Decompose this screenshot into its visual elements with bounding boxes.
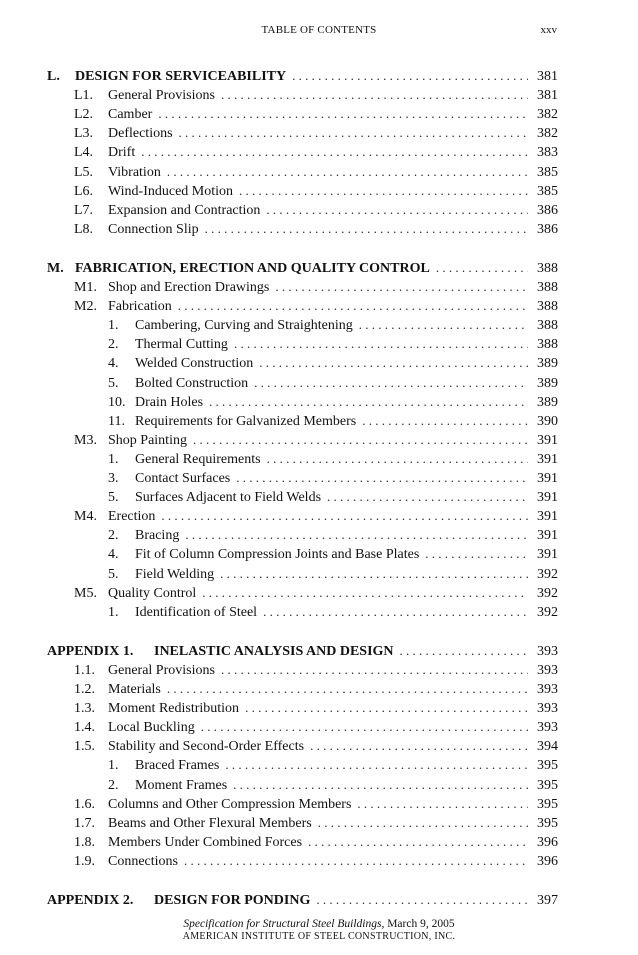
toc-subsection-entry[interactable]: [108, 564, 558, 583]
toc-dot-leader: [266, 200, 528, 219]
toc-entry-number: 1.: [108, 604, 119, 620]
toc-entry-title: Requirements for Galvanized Members: [135, 413, 357, 429]
toc-dot-leader: [202, 583, 528, 602]
toc-entry-page: 391: [537, 509, 558, 525]
toc-entry-page: 393: [537, 662, 558, 678]
toc-entry-title: Shop and Erection Drawings: [108, 280, 270, 295]
toc-entry-number: M1.: [74, 280, 97, 295]
toc-section-entry[interactable]: [74, 717, 558, 736]
toc-section-entry[interactable]: [74, 698, 558, 717]
toc-entry-page: 393: [537, 682, 558, 697]
toc-entry-number: L8.: [74, 221, 94, 237]
toc-subsection-entry[interactable]: [108, 373, 558, 392]
toc-entry-title: Wind-Induced Motion: [108, 183, 234, 199]
toc-dot-leader: [221, 660, 528, 679]
toc-entry-title: Contact Surfaces: [135, 471, 231, 486]
toc-dot-leader: [362, 411, 528, 430]
toc-entry-page: 395: [537, 815, 558, 831]
toc-entry-title: Cambering, Curving and Straightening: [135, 318, 353, 334]
toc-subsection-entry[interactable]: [108, 315, 558, 334]
toc-subsection-entry[interactable]: [108, 468, 558, 487]
toc-entry-number: L1.: [74, 88, 94, 104]
toc-entry-title: Camber: [108, 107, 153, 123]
toc-entry-number: 3.: [108, 471, 119, 486]
toc-entry-page: 388: [537, 280, 558, 295]
toc-entry-page: 388: [537, 337, 558, 353]
folio-page-number: xxv: [540, 24, 557, 36]
toc-entry-number: 1.7.: [74, 815, 95, 831]
toc-dot-leader: [205, 219, 528, 238]
toc-entry-number: 1.8.: [74, 834, 95, 850]
toc-entry-page: 382: [537, 126, 558, 142]
toc-subsection-entry[interactable]: [108, 487, 558, 506]
toc-dot-leader: [359, 315, 528, 334]
toc-entry-page: 389: [537, 375, 558, 391]
toc-entry-page: 397: [537, 893, 558, 908]
toc-section-entry[interactable]: [74, 200, 558, 219]
toc-entry-number: 5.: [108, 490, 119, 506]
toc-entry-page: 385: [537, 183, 558, 199]
toc-section-entry[interactable]: [74, 851, 558, 870]
toc-entry-number: L3.: [74, 126, 94, 142]
toc-entry-number: M2.: [74, 299, 97, 315]
toc-dot-leader: [316, 890, 528, 909]
toc-entry-number: L2.: [74, 107, 94, 123]
toc-dot-leader: [310, 736, 528, 755]
toc-section-entry[interactable]: [74, 794, 558, 813]
toc-entry-number: 1.2.: [74, 682, 95, 697]
toc-subsection-entry[interactable]: [108, 449, 558, 468]
toc-dot-leader: [275, 277, 528, 296]
toc-entry-title: General Provisions: [108, 662, 215, 678]
toc-entry-title: INELASTIC ANALYSIS AND DESIGN: [154, 643, 394, 659]
toc-entry-page: 393: [537, 643, 558, 659]
toc-entry-title: Fabrication: [108, 299, 172, 315]
toc-dot-leader: [254, 373, 528, 392]
toc-section-entry[interactable]: [74, 104, 558, 123]
toc-dot-leader: [179, 123, 528, 142]
toc-dot-leader: [184, 851, 528, 870]
toc-entry-page: 395: [537, 796, 558, 812]
toc-dot-leader: [259, 353, 528, 372]
toc-dot-leader: [233, 775, 528, 794]
footer-citation: [0, 918, 638, 930]
toc-entry-page: 392: [537, 604, 558, 620]
toc-dot-leader: [167, 162, 528, 181]
toc-dot-leader: [267, 449, 528, 468]
toc-entry-title: Braced Frames: [135, 758, 220, 774]
toc-entry-title: DESIGN FOR PONDING: [154, 893, 311, 908]
toc-entry-number: 11.: [108, 413, 125, 429]
toc-subsection-entry[interactable]: [108, 334, 558, 353]
toc-section-entry[interactable]: [74, 736, 558, 755]
toc-entry-title: General Provisions: [108, 88, 215, 104]
toc-entry-page: 388: [537, 299, 558, 315]
toc-entry-page: 396: [537, 834, 558, 850]
toc-entry-number: 1.9.: [74, 853, 95, 869]
toc-entry-number: 1.: [108, 318, 119, 334]
toc-entry-number: L5.: [74, 164, 94, 180]
toc-section-entry[interactable]: [74, 506, 558, 525]
toc-subsection-entry[interactable]: [108, 411, 558, 430]
toc-entry-page: 395: [537, 758, 558, 774]
toc-entry-number: 1.: [108, 758, 119, 774]
toc-entry-number: L4.: [74, 145, 94, 161]
toc-entry-page: 393: [537, 720, 558, 736]
toc-entry-number: APPENDIX 1.: [47, 643, 134, 659]
running-head-title: TABLE OF CONTENTS: [261, 24, 377, 36]
toc-entry-page: 386: [537, 221, 558, 237]
toc-entry-number: 1.1.: [74, 662, 95, 678]
toc-entry-number: 2.: [108, 337, 119, 353]
page-footer: [0, 918, 638, 942]
toc-entry-title: FABRICATION, ERECTION AND QUALITY CONTROL: [75, 260, 430, 276]
toc-entry-page: 391: [537, 528, 558, 544]
toc-section-entry[interactable]: [74, 219, 558, 238]
toc-dot-leader: [308, 832, 528, 851]
footer-spec-title: Specification for Structural Steel Buildings,: [183, 918, 385, 930]
toc-dot-leader: [161, 506, 528, 525]
toc-dot-leader: [201, 717, 528, 736]
toc-entry-page: 391: [537, 490, 558, 506]
toc-entry-page: 389: [537, 356, 558, 372]
toc-subsection-entry[interactable]: [108, 525, 558, 544]
toc-major-entry[interactable]: [47, 258, 558, 277]
toc-dot-leader: [327, 487, 528, 506]
toc-subsection-entry[interactable]: [108, 392, 558, 411]
toc-entry-title: Expansion and Contraction: [108, 202, 261, 218]
toc-subsection-entry[interactable]: [108, 353, 558, 372]
toc-entry-title: Quality Control: [108, 585, 197, 601]
toc-entry-page: 381: [537, 88, 558, 104]
toc-dot-leader: [292, 66, 528, 85]
toc-entry-title: Connections: [108, 853, 178, 869]
toc-entry-title: DESIGN FOR SERVICEABILITY: [75, 69, 287, 84]
toc-dot-leader: [220, 564, 528, 583]
toc-entry-number: 2.: [108, 528, 119, 544]
toc-entry-number: 4.: [108, 356, 119, 372]
toc-section-entry[interactable]: [74, 142, 558, 161]
toc-section-entry[interactable]: [74, 85, 558, 104]
toc-entry-title: Thermal Cutting: [135, 337, 228, 353]
toc-entry-page: 386: [537, 202, 558, 218]
toc-entry-page: 388: [537, 318, 558, 334]
footer-date: March 9, 2005: [387, 918, 455, 930]
toc-entry-title: Welded Construction: [135, 356, 254, 372]
toc-entry-title: Local Buckling: [108, 720, 195, 736]
toc-entry-page: 382: [537, 107, 558, 123]
toc-dot-leader: [221, 85, 528, 104]
toc-entry-number: 2.: [108, 777, 119, 793]
toc-entry-number: L.: [47, 69, 60, 84]
toc-subsection-entry[interactable]: [108, 602, 558, 621]
toc-dot-leader: [436, 258, 528, 277]
toc-section-entry[interactable]: [74, 277, 558, 296]
toc-subsection-entry[interactable]: [108, 755, 558, 774]
toc-dot-leader: [239, 181, 528, 200]
toc-entry-number: L6.: [74, 183, 94, 199]
toc-entry-number: 1.3.: [74, 701, 95, 717]
toc-entry-title: Members Under Combined Forces: [108, 834, 303, 850]
running-header: [0, 24, 638, 40]
toc-entry-title: Fit of Column Compression Joints and Base Plates: [135, 547, 420, 563]
toc-section-entry[interactable]: [74, 813, 558, 832]
toc-entry-number: M5.: [74, 585, 97, 601]
toc-entry-page: 385: [537, 164, 558, 180]
toc-entry-title: Field Welding: [135, 566, 215, 582]
toc-entry-title: Identification of Steel: [135, 604, 258, 620]
toc-dot-leader: [236, 468, 528, 487]
toc-dot-leader: [357, 794, 528, 813]
toc-entry-title: Bolted Construction: [135, 375, 249, 391]
toc-entry-title: Materials: [108, 682, 161, 697]
toc-entry-number: M3.: [74, 432, 97, 448]
toc-dot-leader: [234, 334, 528, 353]
toc-section-entry[interactable]: [74, 162, 558, 181]
toc-entry-number: 5.: [108, 566, 119, 582]
toc-section-entry[interactable]: [74, 660, 558, 679]
toc-entry-page: 395: [537, 777, 558, 793]
toc-dot-leader: [167, 679, 528, 698]
toc-entry-number: L7.: [74, 202, 94, 218]
toc-subsection-entry[interactable]: [108, 775, 558, 794]
toc-section-entry[interactable]: [74, 679, 558, 698]
toc-entry-number: M.: [47, 260, 64, 276]
toc-section-entry[interactable]: [74, 296, 558, 315]
toc-entry-number: 5.: [108, 375, 119, 391]
toc-entry-title: Drain Holes: [135, 394, 204, 410]
toc-dot-leader: [141, 142, 528, 161]
toc-entry-number: 1.6.: [74, 796, 95, 812]
toc-entry-number: 4.: [108, 547, 119, 563]
footer-publisher: AMERICAN INSTITUTE OF STEEL CONSTRUCTION, INC.: [182, 931, 456, 942]
toc-entry-title: Erection: [108, 509, 156, 525]
toc-entry-number: 10.: [108, 394, 126, 410]
toc-entry-title: Moment Redistribution: [108, 701, 240, 717]
toc-entry-title: Stability and Second-Order Effects: [108, 739, 305, 755]
toc-entry-page: 394: [537, 739, 558, 755]
toc-entry-number: 1.: [108, 451, 119, 467]
toc-entry-page: 392: [537, 585, 558, 601]
toc-entry-title: Beams and Other Flexural Members: [108, 815, 312, 831]
toc-dot-leader: [158, 104, 528, 123]
toc-dot-leader: [425, 544, 528, 563]
toc-major-entry[interactable]: [47, 890, 558, 909]
toc-entry-page: 388: [537, 260, 558, 276]
toc-entry-page: 393: [537, 701, 558, 717]
toc-section-entry[interactable]: [74, 583, 558, 602]
toc-entry-page: 391: [537, 547, 558, 563]
toc-entry-page: 381: [537, 69, 558, 84]
toc-dot-leader: [185, 525, 528, 544]
toc-entry-page: 391: [537, 471, 558, 486]
toc-dot-leader: [178, 296, 528, 315]
toc-entry-page: 392: [537, 566, 558, 582]
toc-major-entry[interactable]: [47, 66, 558, 85]
toc-dot-leader: [209, 392, 528, 411]
toc-entry-page: 396: [537, 853, 558, 869]
toc-dot-leader: [400, 641, 528, 660]
toc-entry-page: 389: [537, 394, 558, 410]
toc-section-entry[interactable]: [74, 181, 558, 200]
toc-entry-page: 391: [537, 432, 558, 448]
toc-entry-title: Bracing: [135, 528, 180, 544]
toc-subsection-entry[interactable]: [108, 544, 558, 563]
toc-entry-title: Connection Slip: [108, 221, 199, 237]
toc-section-entry[interactable]: [74, 832, 558, 851]
toc-entry-title: Surfaces Adjacent to Field Welds: [135, 490, 322, 506]
toc-entry-title: Shop Painting: [108, 432, 187, 448]
toc-entry-page: 383: [537, 145, 558, 161]
toc-section-entry[interactable]: [74, 430, 558, 449]
toc-entry-number: APPENDIX 2.: [47, 893, 134, 908]
toc-dot-leader: [225, 755, 528, 774]
toc-entry-page: 390: [537, 413, 558, 429]
toc-entry-title: Columns and Other Compression Members: [108, 796, 352, 812]
toc-entry-number: 1.5.: [74, 739, 95, 755]
toc-entry-number: M4.: [74, 509, 97, 525]
toc-dot-leader: [193, 430, 528, 449]
toc-dot-leader: [318, 813, 528, 832]
toc-entry-title: Vibration: [108, 164, 161, 180]
toc-dot-leader: [263, 602, 528, 621]
toc-entry-title: General Requirements: [135, 451, 261, 467]
toc-entry-page: 391: [537, 451, 558, 467]
toc-entry-title: Drift: [108, 145, 136, 161]
toc-entry-title: Deflections: [108, 126, 173, 142]
toc-entry-title: Moment Frames: [135, 777, 228, 793]
toc-dot-leader: [245, 698, 528, 717]
toc-major-entry[interactable]: [47, 641, 558, 660]
toc-entry-number: 1.4.: [74, 720, 95, 736]
toc-section-entry[interactable]: [74, 123, 558, 142]
